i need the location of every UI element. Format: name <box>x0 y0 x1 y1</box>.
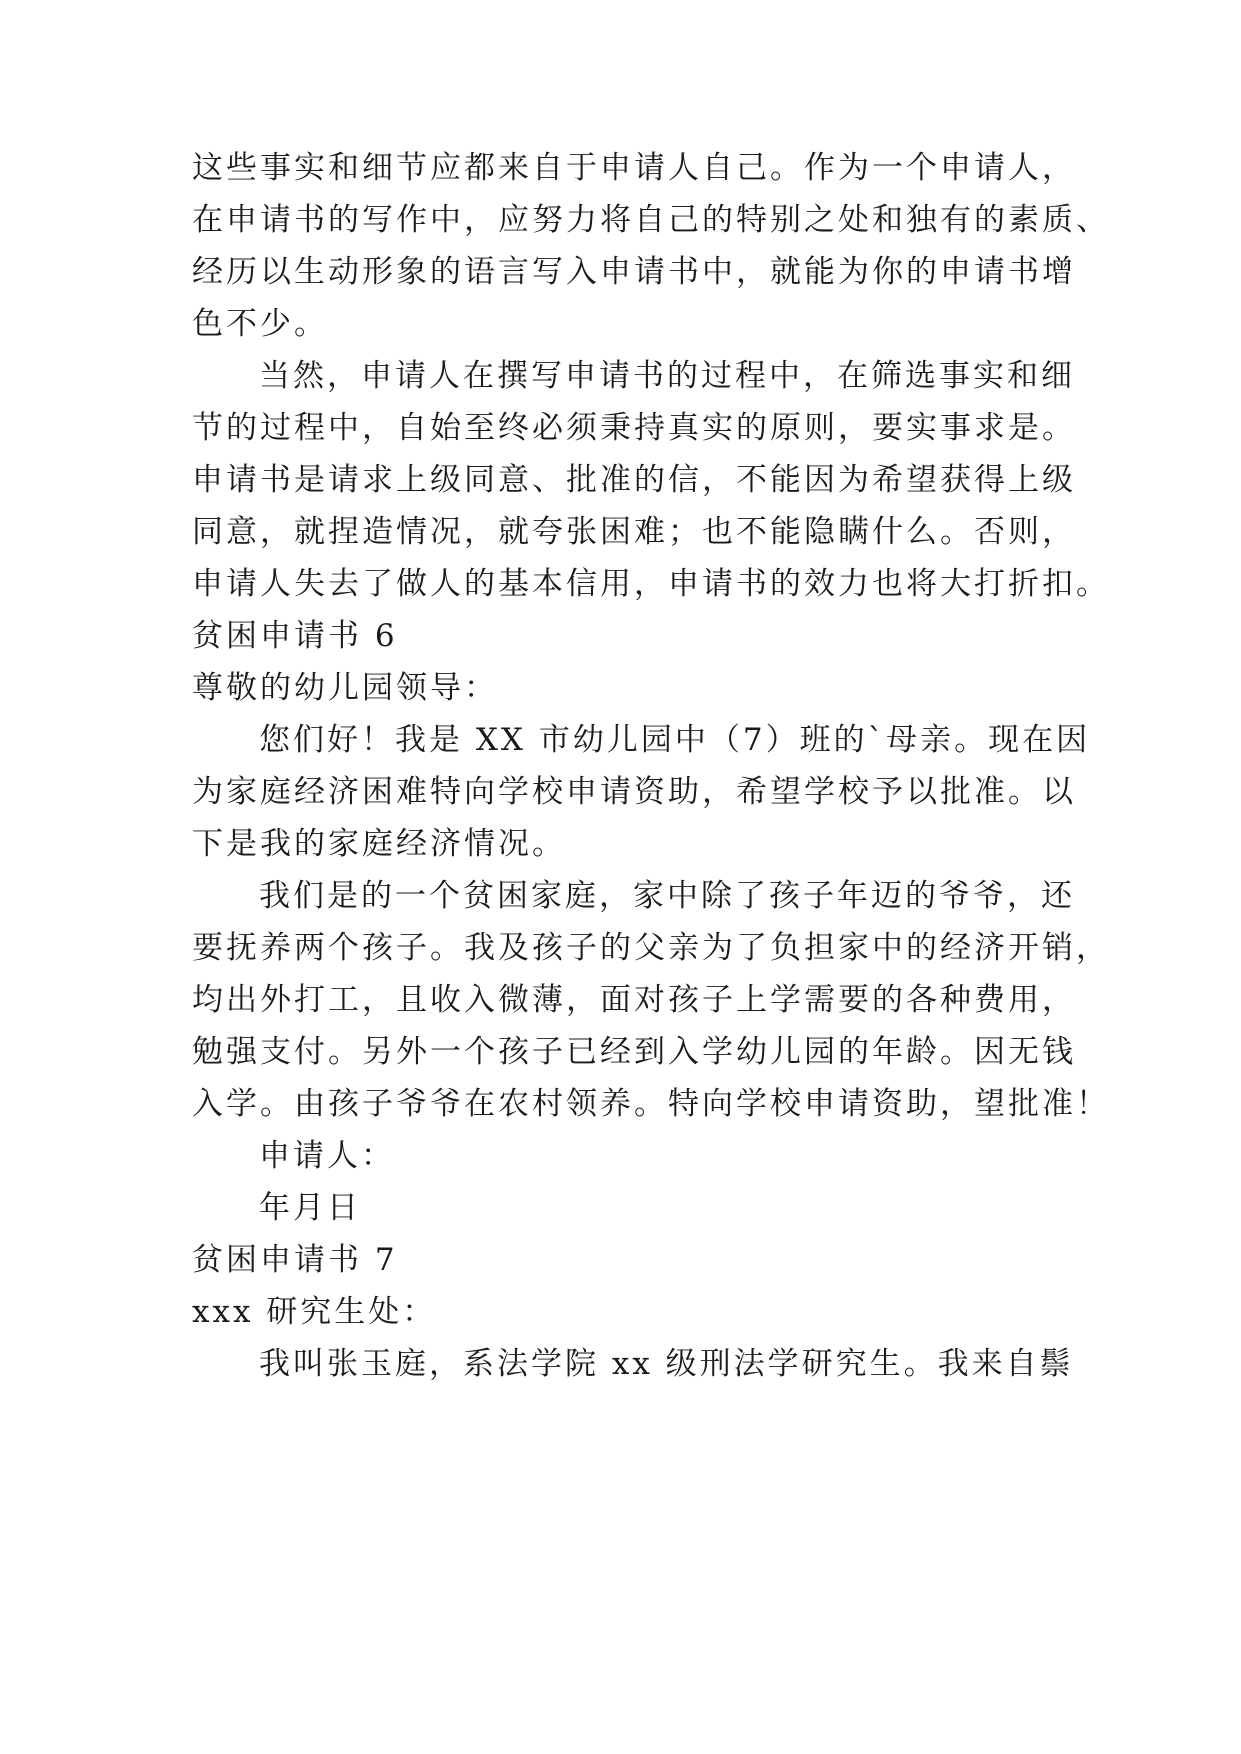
paragraph-line: 在申请书的写作中，应努力将自己的特别之处和独有的素质、 <box>192 202 1110 238</box>
salutation: 尊敬的幼儿园领导： <box>192 670 498 706</box>
paragraph-line: 为家庭经济困难特向学校申请资助，希望学校予以批准。以 <box>192 774 1076 810</box>
paragraph-line: 申请人失去了做人的基本信用，申请书的效力也将大打折扣。 <box>192 566 1110 602</box>
paragraph-line: 同意，就捏造情况，就夸张困难；也不能隐瞒什么。否则， <box>192 514 1076 550</box>
paragraph-line: 您们好！我是 XX 市幼儿园中（7）班的`母亲。现在因 <box>259 722 1091 758</box>
section-heading: 贫困申请书 6 <box>192 618 398 654</box>
paragraph-line: 下是我的家庭经济情况。 <box>192 826 566 862</box>
paragraph-line: 勉强支付。另外一个孩子已经到入学幼儿园的年龄。因无钱 <box>192 1034 1076 1070</box>
paragraph-line: 当然，申请人在撰写申请书的过程中，在筛选事实和细 <box>259 358 1075 394</box>
paragraph-line: 这些事实和细节应都来自于申请人自己。作为一个申请人， <box>192 150 1076 186</box>
paragraph-line: 经历以生动形象的语言写入申请书中，就能为你的申请书增 <box>192 254 1076 290</box>
paragraph-line: 我们是的一个贫困家庭，家中除了孩子年迈的爷爷，还 <box>259 878 1075 914</box>
section-heading: 贫困申请书 7 <box>192 1242 398 1278</box>
paragraph-line: 我叫张玉庭，系法学院 xx 级刑法学研究生。我来自鬃 <box>259 1346 1074 1382</box>
paragraph-line: 申请书是请求上级同意、批准的信，不能因为希望获得上级 <box>192 462 1076 498</box>
signature-label: 申请人： <box>259 1138 395 1174</box>
paragraph-line: 节的过程中，自始至终必须秉持真实的原则，要实事求是。 <box>192 410 1076 446</box>
paragraph-line: 均出外打工，且收入微薄，面对孩子上学需要的各种费用， <box>192 982 1076 1018</box>
salutation: xxx 研究生处： <box>192 1294 437 1330</box>
paragraph-line: 色不少。 <box>192 306 328 342</box>
paragraph-line: 入学。由孩子爷爷在农村领养。特向学校申请资助，望批准！ <box>192 1086 1110 1122</box>
date-label: 年月日 <box>259 1190 361 1226</box>
paragraph-line: 要抚养两个孩子。我及孩子的父亲为了负担家中的经济开销， <box>192 930 1110 966</box>
